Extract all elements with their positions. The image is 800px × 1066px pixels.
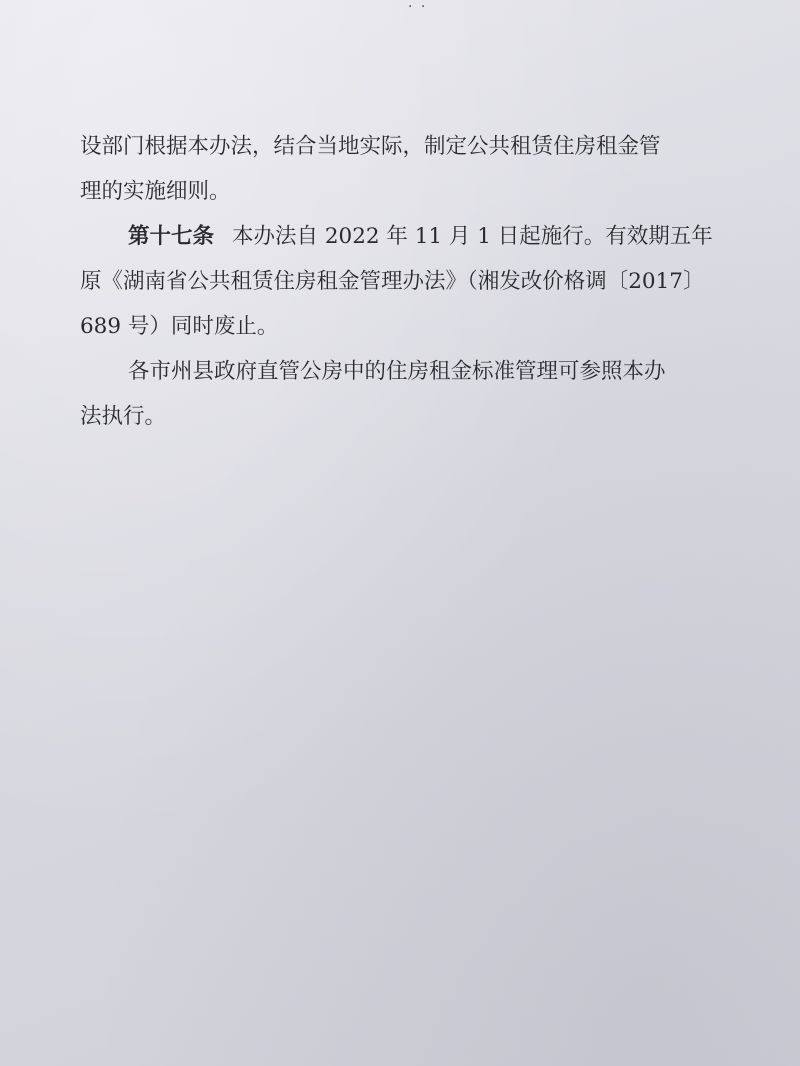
article-17-line-1-text: 本办法自 2022 年 11 月 1 日起施行。有效期五年 — [232, 224, 713, 249]
article-17-line-1 — [80, 214, 730, 259]
article-17-line-3: 689 号）同时废止。 — [80, 314, 279, 339]
article-17-label: 第十七条 — [128, 224, 215, 249]
paragraph-3-line-2: 法执行。 — [80, 404, 167, 429]
paragraph-1 — [80, 124, 730, 214]
paragraph-3-line-1: 各市州县政府直管公房中的住房租金标准管理可参照本办 — [128, 359, 666, 384]
paragraph-1-line-1: 设部门根据本办法，结合当地实际，制定公共租赁住房租金管 — [80, 134, 661, 159]
page-top-mark: · · — [408, 0, 428, 15]
article-17-line-2: 原《湖南省公共租赁住房租金管理办法》（湘发改价格调〔2017〕 — [80, 269, 705, 294]
paragraph-3 — [80, 349, 730, 439]
paragraph-1-line-2: 理的实施细则。 — [80, 179, 231, 204]
article-17 — [80, 214, 730, 349]
